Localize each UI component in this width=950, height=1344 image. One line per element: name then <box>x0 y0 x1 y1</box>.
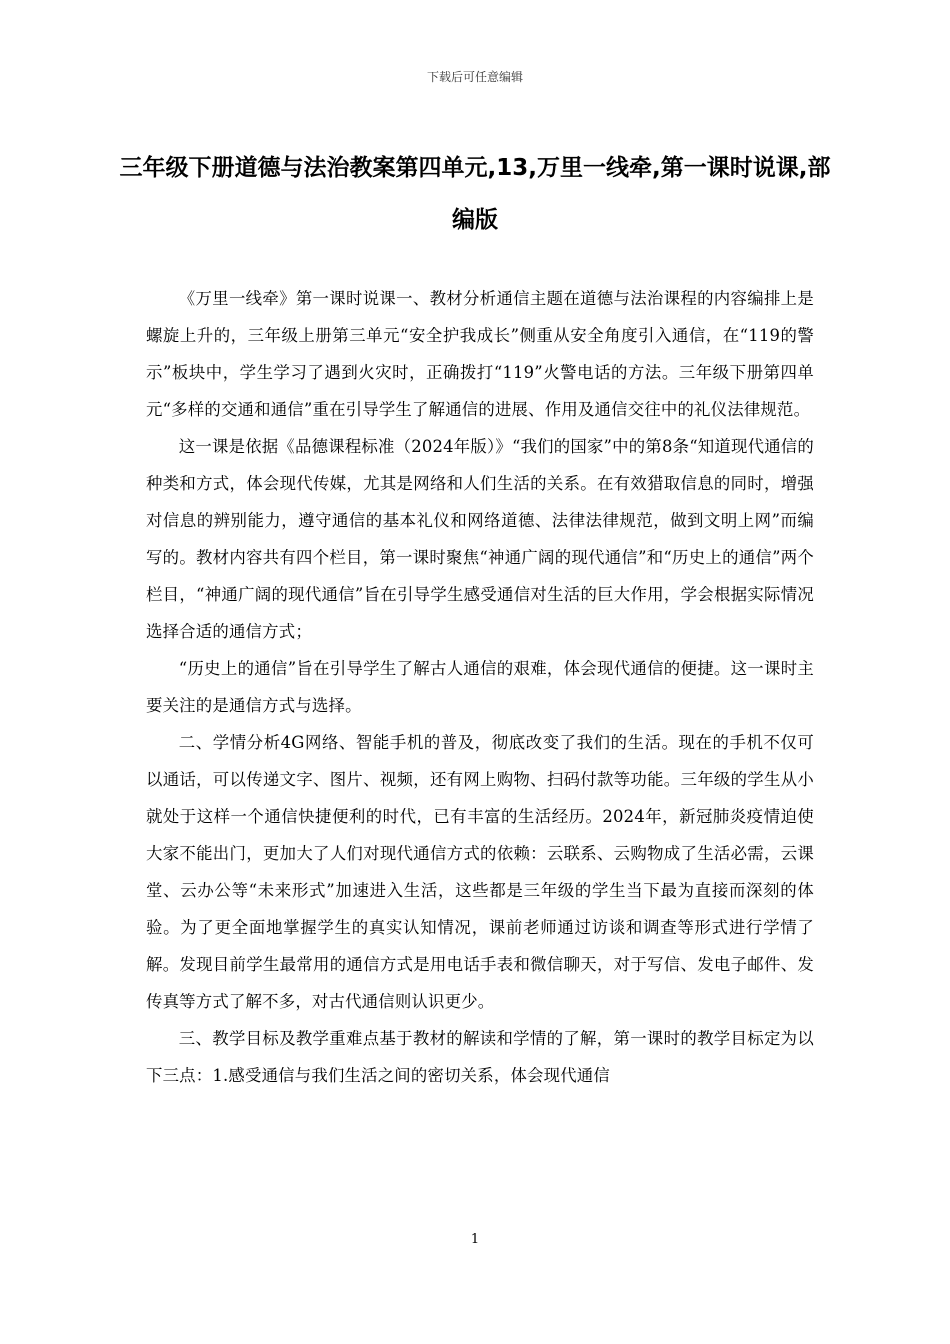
paragraph-2: 这一课是依据《品德课程标准（2024年版）》“我们的国家”中的第8条“知道现代通信的种类和方式，体会现代传媒，尤其是网络和人们生活的关系。在有效猎取信息的同时，增强对信息的辨别能力，遵守通信的基本礼仪和网络道德、法律法律规范，做到文明上网”而编写的。教材内容共有四个栏目，第一课时聚焦“神通广阔的现代通信”和“历史上的通信”两个栏目，“神通广阔的现代通信”旨在引导学生感受通信对生活的巨大作用，学会根据实际情况选择合适的通信方式； <box>146 437 814 641</box>
paragraph-1: 《万里一线牵》第一课时说课一、教材分析通信主题在道德与法治课程的内容编排上是螺旋上升的，三年级上册第三单元“安全护我成长”侧重从安全角度引入通信，在“119的警示”板块中，学生学习了遇到火灾时，正确拨打“119”火警电话的方法。三年级下册第四单元“多样的交通和通信”重在引导学生了解通信的进展、作用及通信交往中的礼仪法律规范。 <box>146 289 814 419</box>
paragraph-4: 二、学情分析4G网络、智能手机的普及，彻底改变了我们的生活。现在的手机不仅可以通话，可以传递文字、图片、视频，还有网上购物、扫码付款等功能。三年级的学生从小就处于这样一个通信快捷便利的时代，已有丰富的生活经历。2024年，新冠肺炎疫情迫使大家不能出门，更加大了人们对现代通信方式的依赖：云联系、云购物成了生活必需，云课堂、云办公等“未来形式”加速进入生活，这些都是三年级的学生当下最为直接而深刻的体验。为了更全面地掌握学生的真实认知情况，课前老师通过访谈和调查等形式进行学情了解。发现目前学生最常用的通信方式是用电话手表和微信聊天，对于写信、发电子邮件、发传真等方式了解不多，对古代通信则认识更少。 <box>146 733 814 1011</box>
header-note: 下载后可任意编辑 <box>426 70 523 84</box>
document-body <box>146 280 814 1094</box>
paragraph-5: 三、教学目标及教学重难点基于教材的解读和学情的了解，第一课时的教学目标定为以下三点：1.感受通信与我们生活之间的密切关系，体会现代通信 <box>146 1029 814 1085</box>
paragraph-3: “历史上的通信”旨在引导学生了解古人通信的艰难，体会现代通信的便捷。这一课时主要关注的是通信方式与选择。 <box>146 659 814 715</box>
document-title: 三年级下册道德与法治教案第四单元,13,万里一线牵,第一课时说课,部编版 <box>119 155 831 233</box>
page-number: 1 <box>470 1232 480 1247</box>
